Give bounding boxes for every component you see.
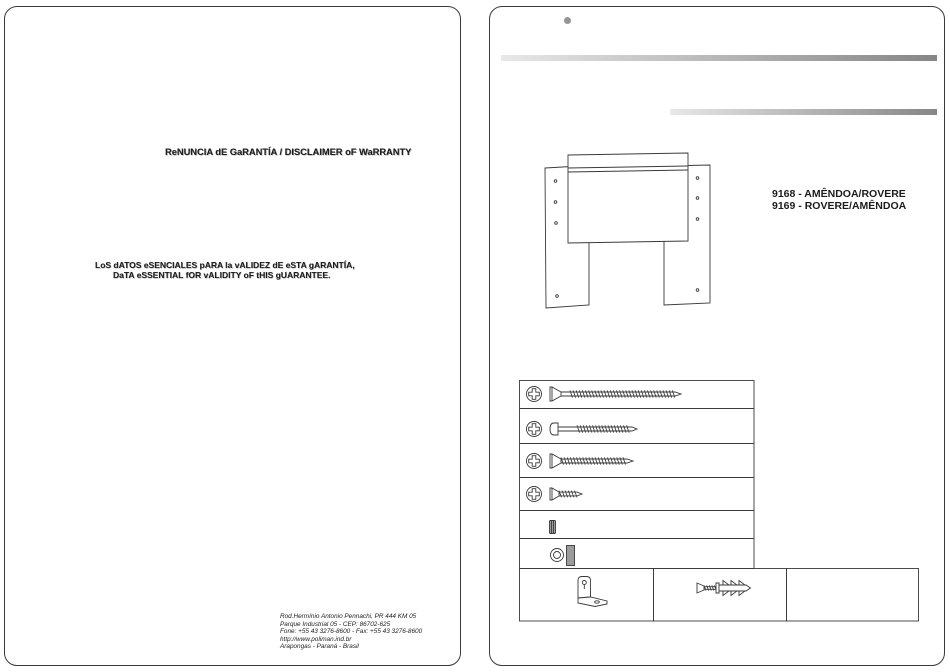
accessory-cell-3 (787, 569, 919, 622)
address-phone: Fone: +55 43 3276-8600 - Fax: +55 43 3276-8600 (280, 628, 423, 636)
hardware-row-4 (527, 487, 583, 502)
round-head-screw-icon (550, 423, 637, 435)
address-city: Arapongas - Paraná - Brasil (280, 643, 359, 651)
validity-note-spanish: LoS dATOS eSENCIALES pARA la vALIDEZ dE eSTA gARANTÍA, (95, 260, 355, 270)
cam-lock-icon (551, 546, 575, 566)
hardware-row-2 (527, 422, 638, 437)
right-page (489, 6, 945, 666)
hardware-row-3 (527, 454, 634, 469)
angle-bracket-icon (578, 577, 607, 607)
hardware-table (520, 381, 755, 569)
address-district: Parque Industrial 05 - CEP: 86702-625 (280, 620, 391, 628)
model-code-9168: 9168 - AMÊNDOA/ROVERE (772, 188, 906, 200)
page-marker-dot (564, 17, 571, 24)
hardware-row-5 (550, 521, 556, 534)
model-codes (772, 188, 906, 212)
left-page (4, 6, 461, 666)
phillips-drive-icon (527, 487, 542, 502)
short-flat-head-screw-icon (550, 488, 582, 500)
medium-flat-head-screw-icon (550, 454, 633, 468)
hardware-row-6 (551, 546, 575, 566)
long-flat-head-screw-icon (550, 387, 681, 401)
phillips-drive-icon (527, 387, 542, 402)
hardware-diagram (518, 379, 920, 623)
warranty-heading: ReNUNCIA dE GaRANTÍA / DISCLAIMER oF WaRRANTY (165, 147, 412, 157)
model-code-9169: 9169 - ROVERE/AMÊNDOA (772, 200, 907, 212)
address-street: Rod.Hermínio Antonio Pennachi, PR 444 KM 05 (280, 613, 417, 620)
address-website: http://www.poliman.ind.br (280, 635, 352, 643)
hardware-row-1 (527, 387, 682, 402)
accessory-cell-2 (654, 569, 787, 622)
accessories-row (520, 569, 919, 622)
phillips-drive-icon (527, 422, 542, 437)
headboard-drawing (540, 150, 715, 312)
header-gradient-bar (501, 55, 937, 61)
validity-note-english: DaTA eSSENTIAL fOR vALIDITY oF tHIS gUARANTEE. (113, 270, 331, 280)
phillips-drive-icon (527, 454, 542, 469)
wall-plug-screw-icon (697, 581, 751, 596)
company-address (280, 613, 422, 651)
dowel-icon (550, 521, 556, 534)
section-gradient-bar (670, 109, 937, 115)
